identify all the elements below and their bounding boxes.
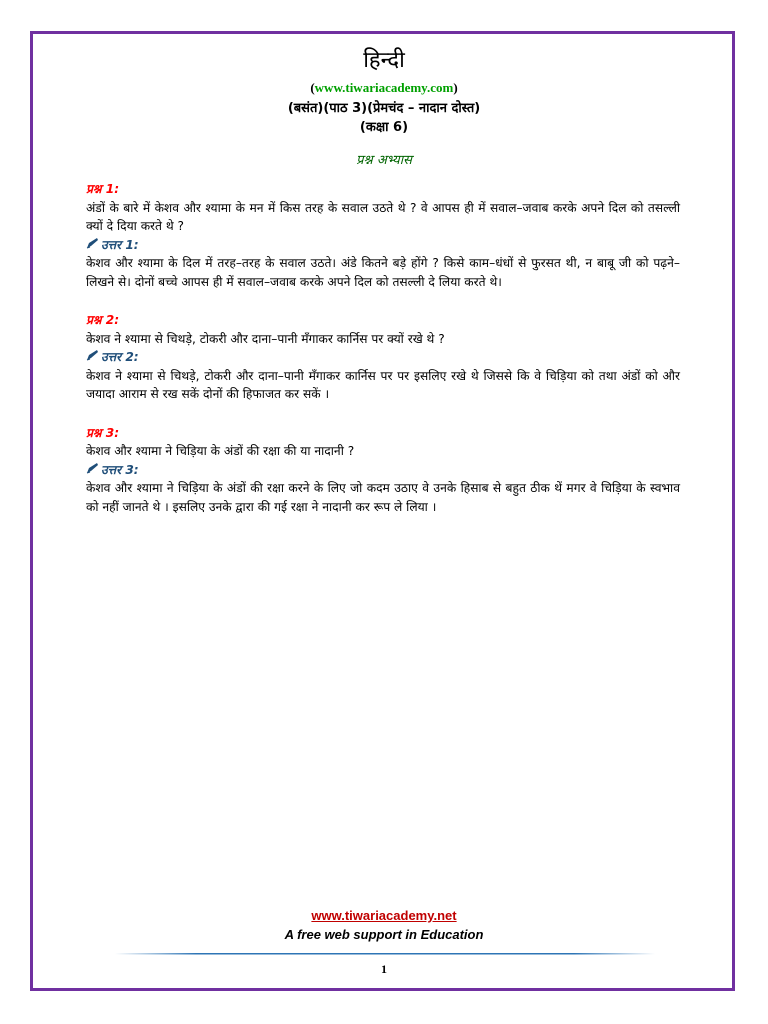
qa-content bbox=[86, 180, 680, 516]
site-open-paren: ( bbox=[310, 80, 315, 95]
qa-block-2 bbox=[86, 311, 680, 404]
question-label: प्रश्न 2: bbox=[86, 313, 120, 327]
footer-tagline: A free web support in Education bbox=[284, 927, 484, 942]
answer-label-row bbox=[86, 461, 139, 480]
section-heading: प्रश्न अभ्यास bbox=[356, 153, 412, 168]
qa-block-1 bbox=[86, 180, 680, 291]
footer-link[interactable]: www.tiwariacademy.net bbox=[311, 908, 457, 923]
answer-label: उत्तर 3: bbox=[101, 462, 139, 477]
pen-icon bbox=[86, 348, 99, 367]
question-label: प्रश्न 3: bbox=[86, 425, 120, 440]
page-number: 1 bbox=[381, 962, 387, 976]
question-text: अंडों के बारे में केशव और श्यामा के मन में किस तरह के सवाल उठते थे ? वे आपस ही में सवाल–जवाब करके अपने दिल को तसल्ली क्यों दे दिया करते थे ? bbox=[86, 200, 680, 233]
footer-divider bbox=[115, 953, 655, 956]
question-text: केशव और श्यामा ने चिड़िया के अंडों की रक्षा की या नादानी ? bbox=[86, 444, 355, 458]
qa-block-3 bbox=[86, 424, 680, 517]
site-link[interactable]: www.tiwariacademy.com bbox=[314, 80, 454, 95]
site-line bbox=[0, 80, 768, 96]
answer-text: केशव ने श्यामा से चिथड़े, टोकरी और दाना–पानी मँगाकर कार्निस पर पर इसलिए रखे थे जिससे कि वे चिड़िया को तथा अंडों को और जयादा आराम से रख सकें दोनों की हिफाजत कर सकें । bbox=[86, 368, 680, 401]
site-close-paren: ) bbox=[453, 80, 458, 95]
answer-text: केशव और श्यामा के दिल में तरह–तरह के सवाल उठते। अंडे कितने बड़े होंगे ? किसे काम–धंधों से फुरसत थी, न बाबू जी को पढ़ने–लिखने से। दोनों बच्चे आपस ही में सवाल–जवाब करके अपने दिल को तसल्ली दे लिया करते थे। bbox=[86, 256, 680, 289]
class-heading: (कक्षा 6) bbox=[359, 120, 409, 135]
answer-label-row bbox=[86, 236, 139, 255]
answer-label: उत्तर 1: bbox=[101, 237, 139, 252]
pen-icon bbox=[86, 236, 99, 255]
answer-label: उत्तर 2: bbox=[101, 350, 139, 364]
pen-icon bbox=[86, 461, 99, 480]
question-label: प्रश्न 1: bbox=[86, 182, 120, 196]
page-title: हिन्दी bbox=[363, 48, 405, 73]
answer-label-row bbox=[86, 348, 139, 367]
answer-text: केशव और श्यामा ने चिड़िया के अंडों की रक्षा करने के लिए जो कदम उठाए वे उनके हिसाब से बहुत ठीक थें मगर वे चिड़िया के स्वभाव को नहीं जानते थे । इसलिए उनके द्वारा की गई रक्षा ने नादानी कर रूप ले लिया । bbox=[86, 481, 680, 514]
question-text: केशव ने श्यामा से चिथड़े, टोकरी और दाना–पानी मँगाकर कार्निस पर क्यों रखे थे ? bbox=[86, 331, 445, 346]
lesson-heading: (बसंत)(पाठ 3)(प्रेमचंद – नादान दोस्त) bbox=[287, 101, 481, 116]
